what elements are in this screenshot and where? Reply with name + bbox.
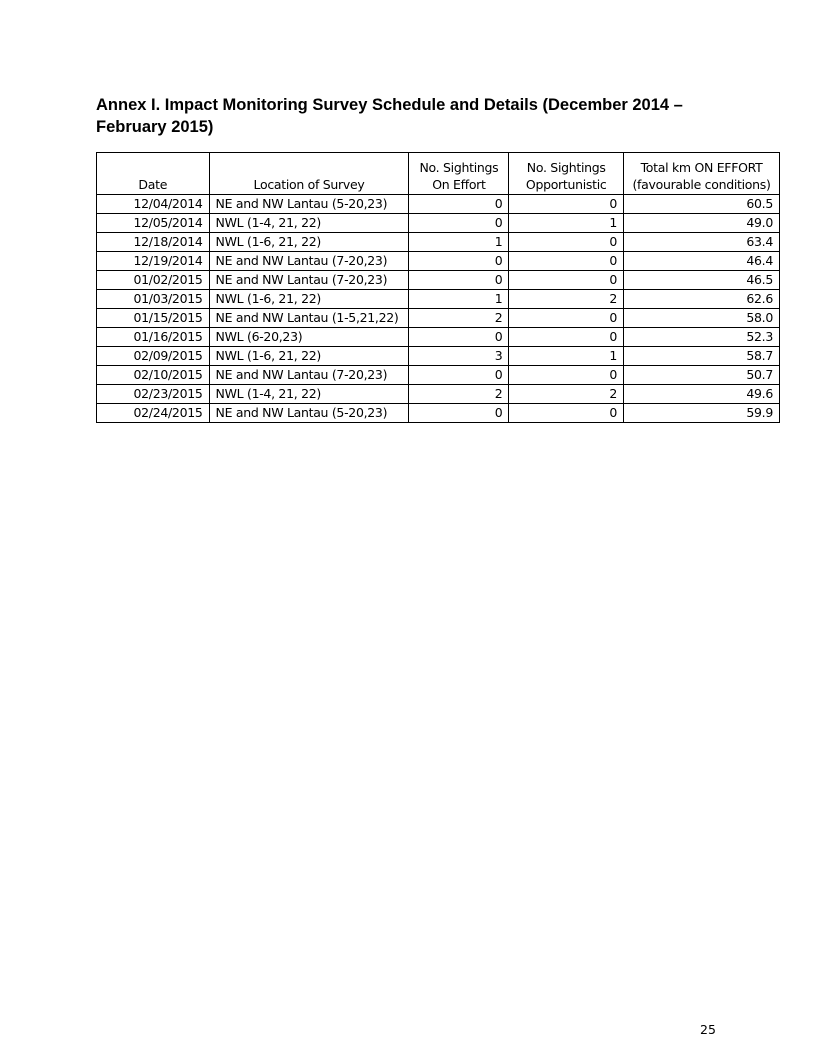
header-sightings-opportunistic <box>509 153 624 195</box>
cell-location: NE and NW Lantau (7-20,23) <box>209 366 409 385</box>
header-date <box>97 153 210 195</box>
table-row <box>97 347 780 366</box>
cell-sightings-opportunistic: 0 <box>509 404 624 423</box>
cell-date: 02/24/2015 <box>97 404 210 423</box>
cell-location: NWL (6-20,23) <box>209 328 409 347</box>
cell-date: 02/09/2015 <box>97 347 210 366</box>
cell-date: 02/10/2015 <box>97 366 210 385</box>
cell-sightings-opportunistic: 0 <box>509 233 624 252</box>
cell-sightings-on-effort: 3 <box>409 347 509 366</box>
cell-date: 12/05/2014 <box>97 214 210 233</box>
cell-sightings-opportunistic: 1 <box>509 214 624 233</box>
cell-location: NE and NW Lantau (7-20,23) <box>209 252 409 271</box>
cell-sightings-opportunistic: 0 <box>509 328 624 347</box>
cell-sightings-opportunistic: 0 <box>509 366 624 385</box>
header-sightings-on-effort-line-2: On Effort <box>432 177 486 192</box>
cell-date: 01/03/2015 <box>97 290 210 309</box>
cell-sightings-on-effort: 1 <box>409 233 509 252</box>
table-row <box>97 366 780 385</box>
cell-sightings-opportunistic: 0 <box>509 252 624 271</box>
cell-sightings-on-effort: 0 <box>409 195 509 214</box>
cell-sightings-on-effort: 0 <box>409 214 509 233</box>
table-body <box>97 195 780 423</box>
survey-schedule-table <box>96 152 780 423</box>
header-total-km-line-1: Total km ON EFFORT <box>640 160 763 175</box>
cell-total-km: 46.4 <box>624 252 780 271</box>
header-row <box>97 153 780 195</box>
cell-sightings-opportunistic: 0 <box>509 271 624 290</box>
cell-location: NE and NW Lantau (7-20,23) <box>209 271 409 290</box>
cell-date: 12/19/2014 <box>97 252 210 271</box>
cell-location: NWL (1-6, 21, 22) <box>209 347 409 366</box>
cell-location: NWL (1-6, 21, 22) <box>209 233 409 252</box>
cell-location: NWL (1-4, 21, 22) <box>209 214 409 233</box>
cell-total-km: 59.9 <box>624 404 780 423</box>
cell-date: 01/02/2015 <box>97 271 210 290</box>
cell-date: 01/15/2015 <box>97 309 210 328</box>
header-sightings-opportunistic-line-1: No. Sightings <box>526 160 606 175</box>
cell-sightings-on-effort: 0 <box>409 366 509 385</box>
cell-date: 01/16/2015 <box>97 328 210 347</box>
table-row <box>97 328 780 347</box>
table-row <box>97 309 780 328</box>
cell-total-km: 60.5 <box>624 195 780 214</box>
cell-total-km: 63.4 <box>624 233 780 252</box>
cell-location: NWL (1-4, 21, 22) <box>209 385 409 404</box>
table-row <box>97 214 780 233</box>
cell-total-km: 62.6 <box>624 290 780 309</box>
cell-location: NE and NW Lantau (5-20,23) <box>209 195 409 214</box>
cell-location: NWL (1-6, 21, 22) <box>209 290 409 309</box>
cell-total-km: 58.7 <box>624 347 780 366</box>
cell-sightings-on-effort: 1 <box>409 290 509 309</box>
cell-sightings-opportunistic: 0 <box>509 309 624 328</box>
header-date-label: Date <box>138 177 168 192</box>
table-row <box>97 252 780 271</box>
cell-date: 12/04/2014 <box>97 195 210 214</box>
header-sightings-opportunistic-line-2: Opportunistic <box>525 177 607 192</box>
cell-total-km: 49.0 <box>624 214 780 233</box>
cell-sightings-on-effort: 2 <box>409 309 509 328</box>
cell-sightings-on-effort: 2 <box>409 385 509 404</box>
header-total-km-line-2: (favourable conditions) <box>632 177 771 192</box>
header-sightings-on-effort <box>409 153 509 195</box>
cell-date: 02/23/2015 <box>97 385 210 404</box>
cell-sightings-opportunistic: 0 <box>509 195 624 214</box>
table-row <box>97 290 780 309</box>
table-row <box>97 404 780 423</box>
cell-total-km: 49.6 <box>624 385 780 404</box>
cell-total-km: 50.7 <box>624 366 780 385</box>
cell-total-km: 52.3 <box>624 328 780 347</box>
cell-sightings-on-effort: 0 <box>409 252 509 271</box>
table-row <box>97 271 780 290</box>
table-header <box>97 153 780 195</box>
cell-sightings-on-effort: 0 <box>409 404 509 423</box>
cell-sightings-opportunistic: 2 <box>509 290 624 309</box>
header-total-km <box>624 153 780 195</box>
table-row <box>97 233 780 252</box>
cell-date: 12/18/2014 <box>97 233 210 252</box>
page-number: 25 <box>700 1022 716 1037</box>
cell-location: NE and NW Lantau (1-5,21,22) <box>209 309 409 328</box>
cell-total-km: 46.5 <box>624 271 780 290</box>
cell-sightings-opportunistic: 2 <box>509 385 624 404</box>
cell-sightings-on-effort: 0 <box>409 271 509 290</box>
header-location <box>209 153 409 195</box>
table-row <box>97 385 780 404</box>
annex-title-line-2: February 2015) <box>96 118 214 136</box>
cell-sightings-opportunistic: 1 <box>509 347 624 366</box>
table-row <box>97 195 780 214</box>
annex-title <box>96 94 696 138</box>
cell-location: NE and NW Lantau (5-20,23) <box>209 404 409 423</box>
header-sightings-on-effort-line-1: No. Sightings <box>419 160 499 175</box>
annex-title-line-1: Annex I. Impact Monitoring Survey Schedule and Details (December 2014 – <box>96 96 683 114</box>
cell-total-km: 58.0 <box>624 309 780 328</box>
cell-sightings-on-effort: 0 <box>409 328 509 347</box>
header-location-label: Location of Survey <box>253 177 365 192</box>
